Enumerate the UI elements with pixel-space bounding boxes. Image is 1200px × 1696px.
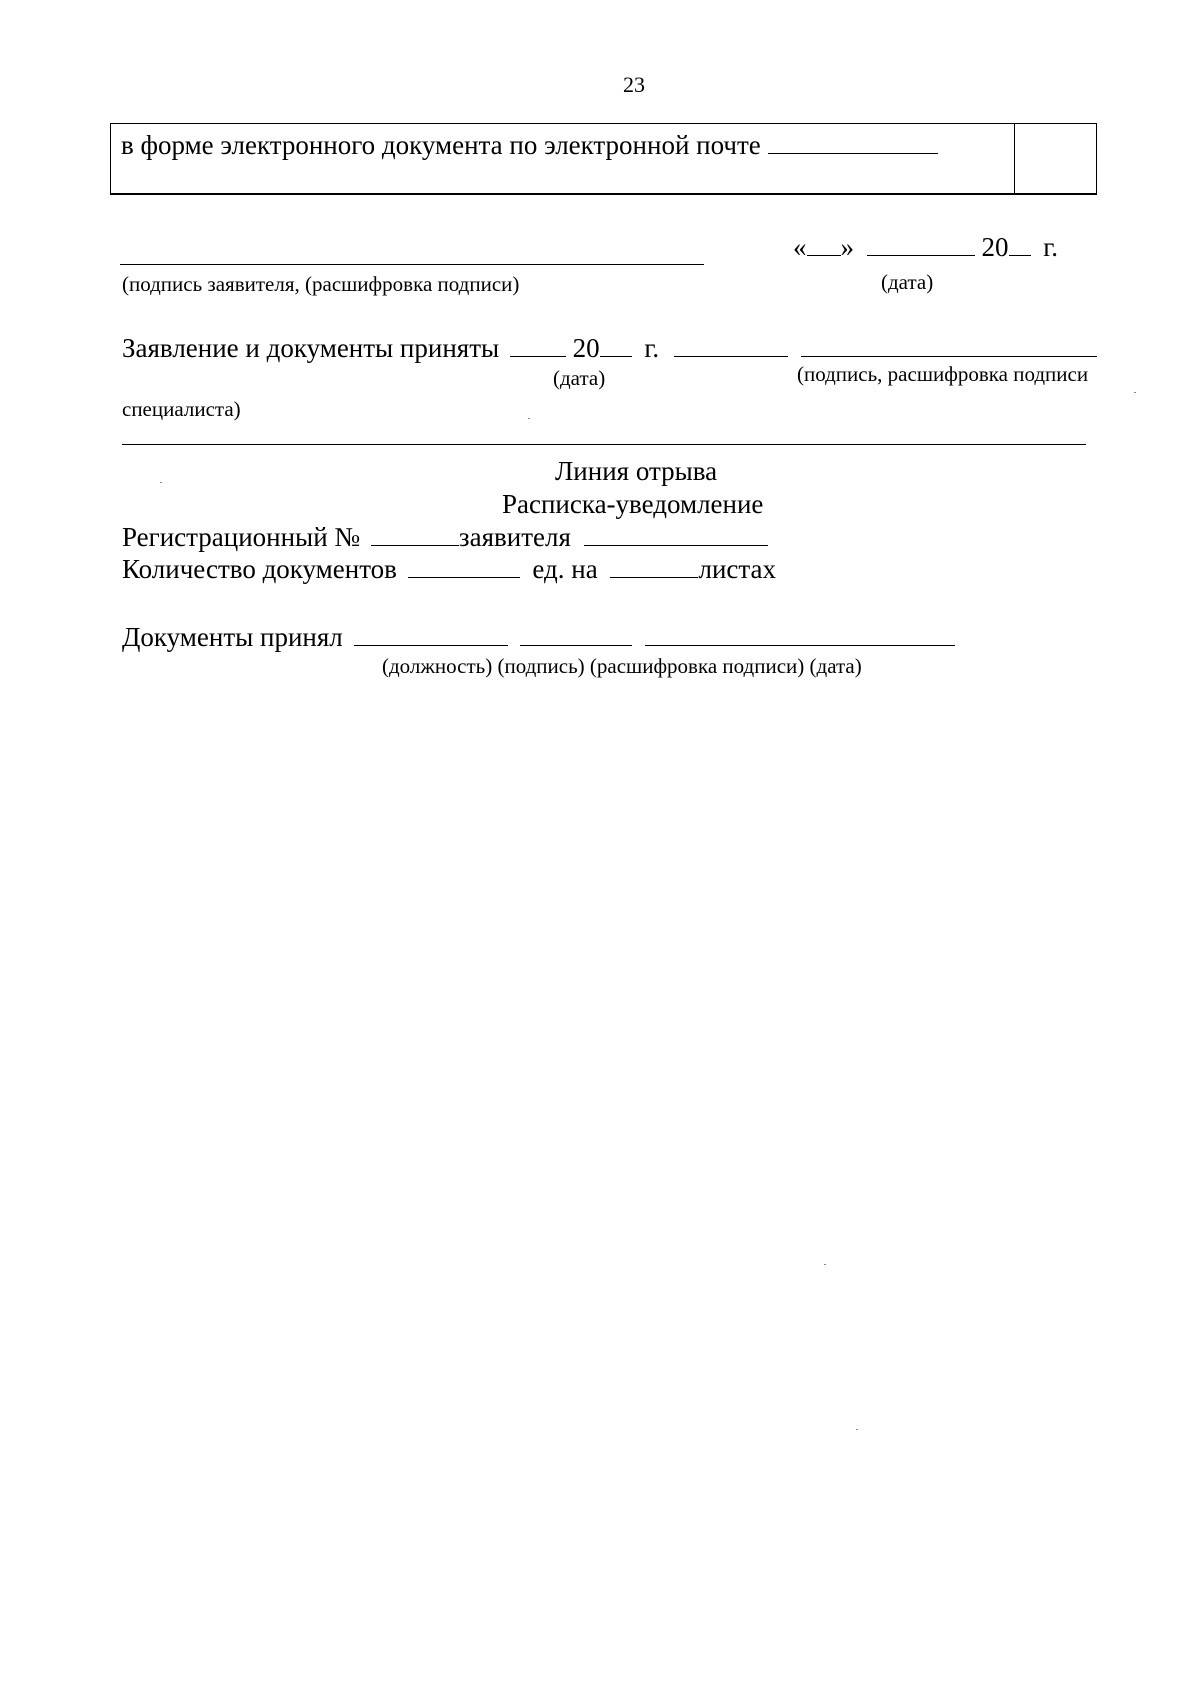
acceptance-row [122,333,1097,364]
doc-count-label: Количество документов [122,554,397,584]
receipt-title: Расписка-уведомление [502,489,764,519]
year-suffix: г. [1043,232,1059,262]
acceptance-signature-blank[interactable] [674,334,788,357]
signature-blank[interactable] [520,623,632,646]
acceptance-text: Заявление и документы приняты [122,333,500,363]
acceptance-date-caption: (дата) [553,366,606,390]
registration-label: Регистрационный № [122,522,361,552]
acceptance-signature-caption: (подпись, расшифровка подписи [797,362,1089,386]
date-close-quote: » [840,232,854,262]
sheets-label: листах [698,554,776,584]
doc-count-blank[interactable] [408,555,520,578]
year-prefix: 20 [981,232,1009,262]
scan-speck [1134,392,1136,393]
year-blank[interactable] [1009,233,1031,256]
tear-line-title: Линия отрыва [555,456,718,486]
scan-speck [160,482,162,483]
delivery-option-row [110,123,1097,195]
accepted-caption: (должность) (подпись) (расшифровка подписи) (дата) [382,654,862,678]
day-blank[interactable] [807,233,841,256]
sheets-count-blank[interactable] [610,555,698,578]
acceptance-year-suffix: г. [644,333,660,363]
date-open-quote: « [793,232,807,262]
applicant-date-caption: (дата) [881,270,934,294]
acceptance-year-prefix: 20 [572,333,600,363]
delivery-option-checkbox[interactable] [1015,124,1096,193]
units-label: ед. на [532,554,598,584]
month-blank[interactable] [867,233,975,256]
acceptance-day-blank[interactable] [510,334,566,357]
scan-speck [528,418,530,419]
email-blank[interactable] [768,131,938,154]
acceptance-name-blank[interactable] [801,334,1097,357]
scan-speck [856,1429,858,1430]
delivery-option-label: в форме электронного документа по электронной почте [121,130,761,160]
accepted-label: Документы принял [122,622,343,652]
registration-number-blank[interactable] [371,523,459,546]
delivery-option-text [121,130,938,161]
registration-row [122,522,768,553]
scan-speck [824,1264,826,1265]
applicant-signature-line[interactable] [120,264,704,265]
page-number: 23 [623,72,645,97]
doc-count-row [122,554,776,585]
applicant-blank[interactable] [584,523,768,546]
applicant-label: заявителя [458,522,571,552]
name-date-blank[interactable] [645,623,955,646]
acceptance-year-blank[interactable] [600,334,632,357]
tear-line [122,444,1086,445]
acceptance-signature-caption-cont: специалиста) [122,397,241,421]
applicant-signature-caption: (подпись заявителя, (расшифровка подписи) [122,272,520,296]
accepted-row [122,622,955,653]
applicant-date [793,232,1058,263]
position-blank[interactable] [354,623,508,646]
